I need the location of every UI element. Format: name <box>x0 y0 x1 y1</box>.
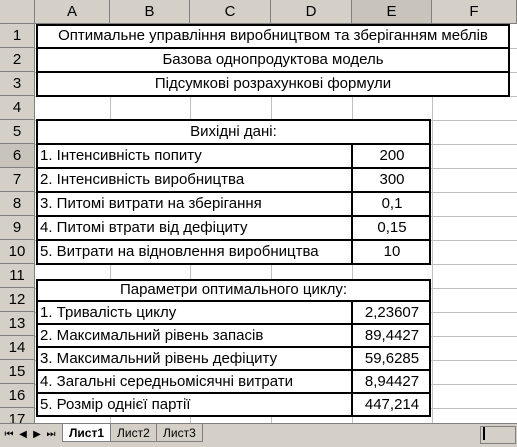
result-label[interactable]: 1. Тривалість циклу <box>40 304 177 321</box>
tab-sheet2[interactable]: Лист2 <box>110 424 157 442</box>
results-heading[interactable]: Параметри оптимального циклу: <box>119 281 348 298</box>
row-header-12[interactable]: 12 <box>0 288 35 312</box>
title-model[interactable]: Базова однопродуктова модель <box>162 51 384 68</box>
title-main[interactable]: Оптимальне управління виробництвом та зберіганням меблів <box>58 27 488 44</box>
row-header-15[interactable]: 15 <box>0 360 35 384</box>
input-value[interactable]: 200 <box>379 147 405 164</box>
column-header-a[interactable]: A <box>35 0 110 24</box>
row-header-2[interactable]: 2 <box>0 48 35 72</box>
row-header-9[interactable]: 9 <box>0 216 35 240</box>
row-header-1[interactable]: 1 <box>0 24 35 48</box>
input-label[interactable]: 4. Питомі втрати від дефіциту <box>40 219 248 236</box>
result-label[interactable]: 5. Розмір однієї партії <box>40 396 191 413</box>
row-header-7[interactable]: 7 <box>0 168 35 192</box>
nav-next-icon[interactable]: ▶ <box>33 429 41 440</box>
result-label[interactable]: 2. Максимальний рівень запасів <box>40 327 264 344</box>
result-value[interactable]: 89,4427 <box>364 327 420 344</box>
row-header-8[interactable]: 8 <box>0 192 35 216</box>
select-all-corner[interactable] <box>0 0 35 24</box>
inputs-heading[interactable]: Вихідні дані: <box>190 123 277 140</box>
input-value[interactable]: 10 <box>383 243 401 260</box>
result-value[interactable]: 59,6285 <box>364 350 420 367</box>
tab-sheet1[interactable]: Лист1 <box>62 424 111 442</box>
nav-last-icon[interactable]: ⏭ <box>46 429 56 440</box>
row-header-16[interactable]: 16 <box>0 384 35 408</box>
nav-prev-icon[interactable]: ◀ <box>19 429 27 440</box>
input-value[interactable]: 0,1 <box>381 195 403 212</box>
column-header-e[interactable]: E <box>352 0 432 24</box>
row-header-4[interactable]: 4 <box>0 96 35 120</box>
result-value[interactable]: 447,214 <box>364 396 420 413</box>
input-value[interactable]: 0,15 <box>377 219 407 236</box>
result-value[interactable]: 2,23607 <box>364 304 420 321</box>
row-header-3[interactable]: 3 <box>0 72 35 96</box>
column-header-d[interactable]: D <box>271 0 352 24</box>
nav-first-icon[interactable]: ⏮ <box>4 429 14 440</box>
sheet-tab-bar <box>0 423 517 447</box>
input-label[interactable]: 3. Питомі витрати на зберігання <box>40 195 262 212</box>
horizontal-scrollbar[interactable] <box>480 426 516 444</box>
column-header-f[interactable]: F <box>432 0 517 24</box>
result-value[interactable]: 8,94427 <box>364 373 420 390</box>
input-label[interactable]: 1. Інтенсивність попиту <box>40 147 202 164</box>
row-header-10[interactable]: 10 <box>0 240 35 264</box>
column-header-b[interactable]: B <box>110 0 190 24</box>
column-header-c[interactable]: C <box>190 0 271 24</box>
input-value[interactable]: 300 <box>379 171 405 188</box>
row-header-17[interactable]: 17 <box>0 408 35 423</box>
title-formulas[interactable]: Підсумкові розрахункові формули <box>154 75 392 92</box>
result-label[interactable]: 4. Загальні середньомісячні витрати <box>40 373 293 390</box>
input-label[interactable]: 2. Інтенсивність виробництва <box>40 171 245 188</box>
tab-sheet3[interactable]: Лист3 <box>156 424 203 442</box>
result-label[interactable]: 3. Максимальний рівень дефіциту <box>40 350 278 367</box>
input-label[interactable]: 5. Витрати на відновлення виробництва <box>40 243 319 260</box>
row-header-5[interactable]: 5 <box>0 120 35 144</box>
row-header-13[interactable]: 13 <box>0 312 35 336</box>
row-header-14[interactable]: 14 <box>0 336 35 360</box>
row-header-6[interactable]: 6 <box>0 144 35 168</box>
row-header-11[interactable]: 11 <box>0 264 35 288</box>
scrollbar-split-handle[interactable] <box>483 427 485 440</box>
